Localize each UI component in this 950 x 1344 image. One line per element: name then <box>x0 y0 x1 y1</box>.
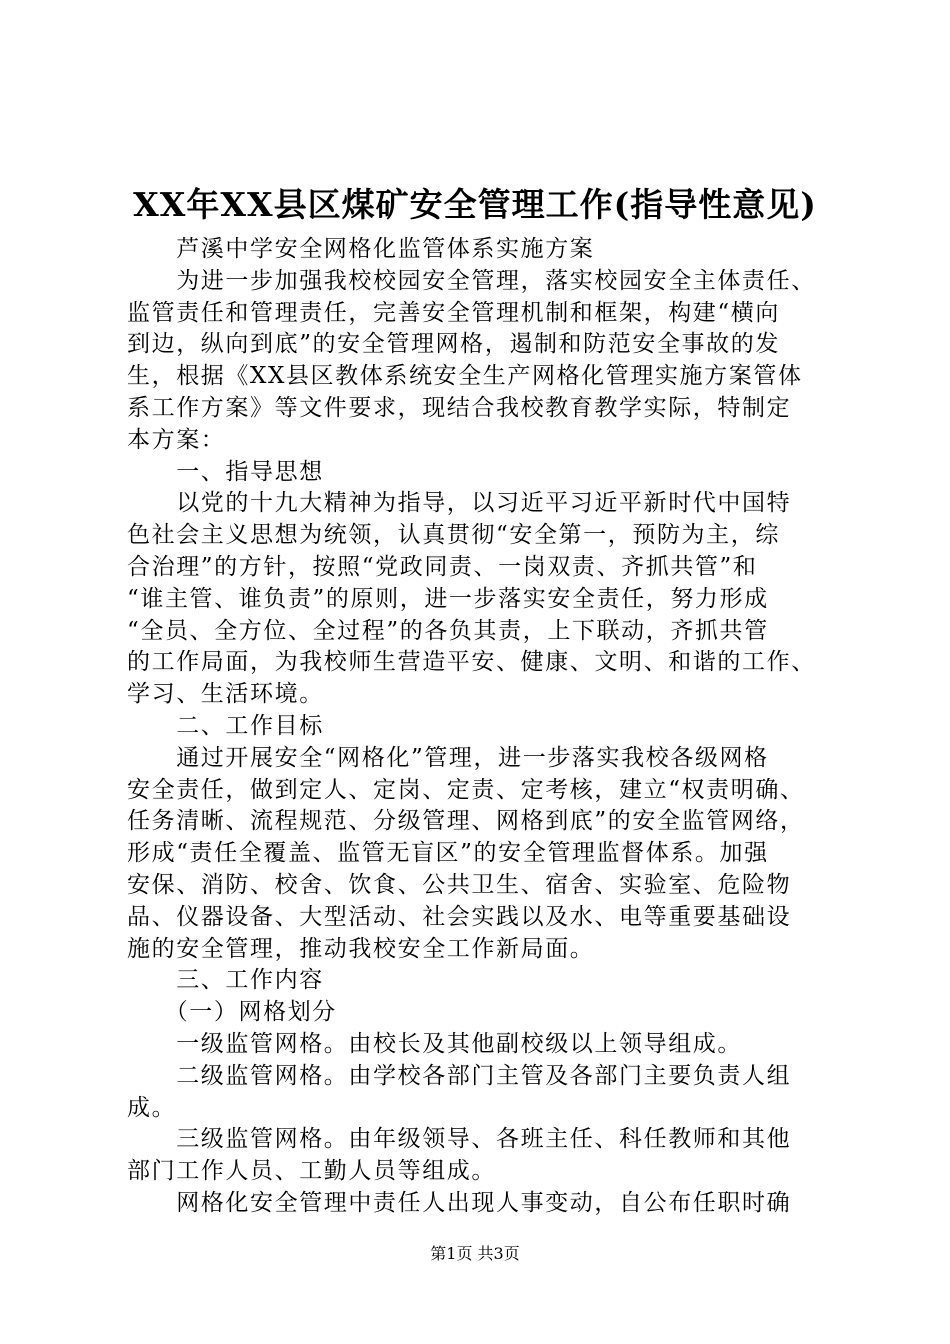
document-body <box>127 234 827 1220</box>
document-title: XX年XX县区煤矿安全管理工作(指导性意见) <box>133 185 817 224</box>
body-line: 一、指导思想 <box>127 458 324 485</box>
body-line: （一）网格划分 <box>127 999 337 1026</box>
body-line: “谁主管、谁负责”的原则，进一步落实安全责任，努力形成 <box>127 585 769 612</box>
body-line: 芦溪中学安全网格化监管体系实施方案 <box>127 236 595 262</box>
body-line: 监管责任和管理责任，完善安全管理机制和框架，构建“横向 <box>127 299 780 326</box>
body-line: 合治理”的方针，按照“党政同责、一岗双责、齐抓共管”和 <box>127 553 758 580</box>
body-line: 到边，纵向到底”的安全管理网格，遏制和防范安全事故的发 <box>127 331 780 358</box>
body-line: 安保、消防、校舍、饮食、公共卫生、宿舍、实验室、危险物 <box>127 871 792 898</box>
body-line: 任务清晰、流程规范、分级管理、网格到底”的安全监管网络， <box>127 808 805 835</box>
body-line: 为进一步加强我校校园安全管理，落实校园安全主体责任、 <box>127 267 816 294</box>
body-line: 安全责任，做到定人、定岗、定责、定考核，建立“权责明确、 <box>127 776 805 803</box>
body-line: 二级监管网格。由学校各部门主管及各部门主要负责人组 <box>127 1062 792 1089</box>
body-line: 三、工作内容 <box>127 967 324 994</box>
page-footer: 第1页 共3页 <box>430 1244 520 1263</box>
body-line: 三级监管网格。由年级领导、各班主任、科任教师和其他 <box>127 1126 792 1153</box>
body-line: 成。 <box>127 1094 177 1121</box>
body-line: 系工作方案》等文件要求，现结合我校教育教学实际，特制定 <box>127 394 792 421</box>
body-line: 一级监管网格。由校长及其他副校级以上领导组成。 <box>127 1030 742 1057</box>
body-line: 通过开展安全“网格化”管理，进一步落实我校各级网格 <box>127 744 769 771</box>
body-line: 以党的十九大精神为指导，以习近平习近平新时代中国特 <box>127 490 792 517</box>
body-line: 施的安全管理，推动我校安全工作新局面。 <box>127 935 595 962</box>
body-line: 部门工作人员、工勤人员等组成。 <box>127 1158 496 1185</box>
body-line: 品、仪器设备、大型活动、社会实践以及水、电等重要基础设 <box>127 903 792 930</box>
body-line: “全员、全方位、全过程”的各负其责，上下联动，齐抓共管 <box>127 617 769 644</box>
body-line: 网格化安全管理中责任人出现人事变动，自公布任职时确 <box>127 1189 792 1216</box>
body-line: 色社会主义思想为统领，认真贯彻“安全第一，预防为主，综 <box>127 522 780 549</box>
body-line: 的工作局面，为我校师生营造平安、健康、文明、和谐的工作、 <box>127 649 816 676</box>
body-line: 二、工作目标 <box>127 712 324 739</box>
body-line: 本方案： <box>127 426 226 453</box>
body-line: 形成“责任全覆盖、监管无盲区”的安全管理监督体系。加强 <box>127 840 769 867</box>
body-line: 学习、生活环境。 <box>127 681 324 708</box>
body-line: 生，根据《XX县区教体系统安全生产网格化管理实施方案管体 <box>127 363 803 390</box>
